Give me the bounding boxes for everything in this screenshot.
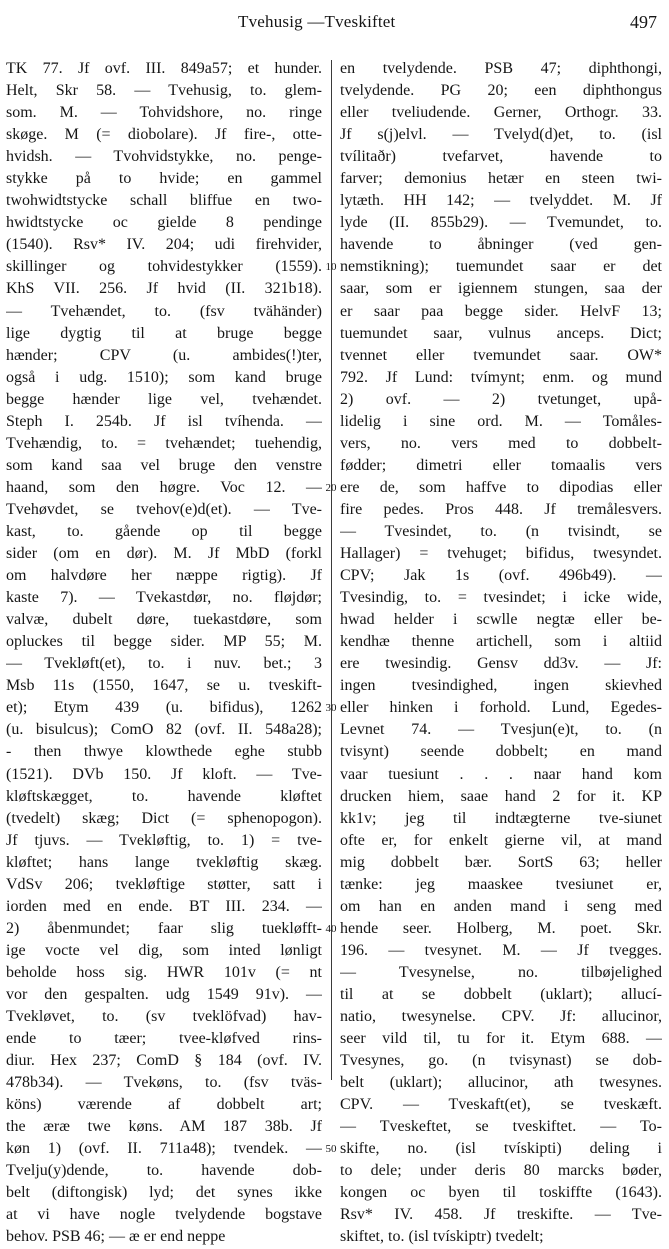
text-line: ere twesindig. Gensv dd3v. — Jf: <box>340 655 662 673</box>
text-line: hwad helder i scwlle negtæ eller be- <box>340 611 662 629</box>
text-line: VdSv 206; tvekløftige støtter, satt i <box>6 875 322 893</box>
text-line: (1521). DVb 150. Jf kloft. — Tve- <box>6 765 322 783</box>
text-line: belt (uklart); allucinor, ath twesynes. <box>340 1074 662 1092</box>
text-line: kk1v; jeg til indtægterne tve-siunet <box>340 809 662 827</box>
text-line: haand, som den høgre. Voc 12. — <box>6 478 322 496</box>
text-line: fødder; dimetri eller tomaalis vers <box>340 456 662 474</box>
text-line: 478b34). — Tvekøns, to. (fsv tväs- <box>6 1074 322 1092</box>
text-line: Tvesynes, go. (n tvisynast) se dob- <box>340 1052 662 1070</box>
left-column <box>6 58 322 1249</box>
text-line: Levnet 74. — Tvesjun(e)t, to. (n <box>340 721 662 739</box>
text-line: tvisynt) seende dobbelt; en mand <box>340 743 662 761</box>
text-line: om halvdøre her næppe rigtig). Jf <box>6 567 322 585</box>
text-line: lytæth. HH 142; — tvelyddet. M. Jf <box>340 192 662 210</box>
text-line: CPV. — Tveskaft(et), se tveskæft. <box>340 1096 662 1114</box>
text-line: Tvesindig, to. = tvesindet; i icke wide, <box>340 589 662 607</box>
text-line: tvennet eller tvemundet saar. OW* <box>340 346 662 364</box>
text-line: farver; demonius hetær en steen twi- <box>340 170 662 188</box>
text-line: ige vocte vel dig, som inted lønligt <box>6 941 322 959</box>
text-line: havende to åbninger (ved gen- <box>340 236 662 254</box>
text-line: skifte, no. (isl tvískipti) deling i <box>340 1140 662 1158</box>
text-line: kløftskægget, to. havende kløftet <box>6 787 322 805</box>
running-head <box>0 12 669 36</box>
text-line: Steph I. 254b. Jf isl tvíhenda. — <box>6 412 322 430</box>
text-line: mig dobbelt bær. SortS 63; heller <box>340 853 662 871</box>
text-line: 2) åbenmundet; faar slig tuekløfft- <box>6 919 322 937</box>
text-line: köns) værende af dobbelt art; <box>6 1096 322 1114</box>
text-line: Helt, Skr 58. — Tvehusig, to. glem- <box>6 82 322 100</box>
text-line: til at se dobbelt (uklart); allucí- <box>340 985 662 1003</box>
text-line: Tvehændig, to. = tvehændet; tuehendig, <box>6 434 322 452</box>
text-line: Hallager) = tvehuget; bifidus, twesyndet. <box>340 545 662 563</box>
text-line: om han en anden mand i seng med <box>340 897 662 915</box>
text-line: tvílitaðr) tvefarvet, havende to <box>340 148 662 166</box>
text-line: tænke: jeg maaskee tvesiunet er, <box>340 875 662 893</box>
text-line: (tvedelt) skæg; Dict (= sphenopogon). <box>6 809 322 827</box>
line-number-marker: 10 <box>325 261 337 274</box>
text-line: Tvehøvdet, se tvehov(e)d(et). — Tve- <box>6 500 322 518</box>
text-line: ofte er, for enkelt gierne vil, at mand <box>340 831 662 849</box>
text-line: kendhæ thenne artichell, som i altiid <box>340 633 662 651</box>
text-line: hvidsh. — Tvohvidstykke, no. penge- <box>6 148 322 166</box>
text-line: — Tvekløft(et), to. i nuv. bet.; 3 <box>6 655 322 673</box>
text-line: belt (diftongisk) lyd; det synes ikke <box>6 1184 322 1202</box>
line-number-marker: 20 <box>325 481 337 494</box>
text-line: at vi have nogle tvelydende bogstave <box>6 1206 322 1224</box>
text-line: — Tvesynelse, no. tilbøjelighed <box>340 963 662 981</box>
text-line: tuemundet saar, vulnus anceps. Dict; <box>340 324 662 342</box>
text-line: Tvekløvet, to. (sv tveklöfvad) hav- <box>6 1008 322 1026</box>
text-line: TK 77. Jf ovf. III. 849a57; et hunder. <box>6 60 322 77</box>
text-line: hende seer. Holberg, M. poet. Skr. <box>340 919 662 937</box>
text-line: eller hinken i forhold. Lund, Egedes- <box>340 699 662 717</box>
text-line: også i udg. 1510); som kand bruge <box>6 368 322 386</box>
text-line: kaste 7). — Tvekastdør, no. fløjdør; <box>6 589 322 607</box>
text-line: — Tvehændet, to. (fsv tvähänder) <box>6 302 322 320</box>
text-line: kast, to. gående op til begge <box>6 522 322 540</box>
text-line: en tvelydende. PSB 47; diphthongi, <box>340 60 662 77</box>
text-line: twohwidtstycke schall bliffue en two- <box>6 192 322 210</box>
text-line: sider (om en dør). M. Jf MbD (forkl <box>6 545 322 563</box>
text-line: nemstikning); tuemundet saar er det <box>340 258 662 276</box>
text-line: - then thwye klowthede eghe stubb <box>6 743 322 761</box>
text-line: valvæ, dubelt døre, tuekastdøre, som <box>6 611 322 629</box>
running-title: Tvehusig —Tveskiftet <box>238 12 396 31</box>
text-line: 196. — tvesynet. M. — Jf tvegges. <box>340 941 662 959</box>
text-line: Jf tjuvs. — Tvekløftig, to. 1) = tve- <box>6 831 322 849</box>
text-line: lige dygtig til at bruge begge <box>6 324 322 342</box>
text-line: Msb 11s (1550, 1647, se u. tveskift- <box>6 677 322 695</box>
text-line: hænder; CPV (u. ambides(!)ter, <box>6 346 322 364</box>
text-line: saar, som er igiennem stungen, saa der <box>340 280 662 298</box>
text-line: begge hænder lige vel, tvehændet. <box>6 390 322 408</box>
text-line: 2) ovf. — 2) tvetunget, upå- <box>340 390 662 408</box>
text-line: behov. PSB 46; — æ er end neppe <box>6 1228 226 1246</box>
text-line: — Tveskeftet, se tveskiftet. — To- <box>340 1118 662 1136</box>
text-line: vor den gespalten. udg 1549 91v). — <box>6 985 322 1003</box>
line-number-marker: 30 <box>325 702 337 715</box>
text-line: lidelig i sine ord. M. — Tomåles- <box>340 412 662 430</box>
text-line: to dele; under deris 80 marcks bøder, <box>340 1162 662 1180</box>
text-line: KhS VII. 256. Jf hvid (II. 321b18). <box>6 280 322 298</box>
text-line: Rsv* IV. 458. Jf treskifte. — Tve- <box>340 1206 662 1224</box>
text-line: (1540). Rsv* IV. 204; udi firehvider, <box>6 236 322 254</box>
line-number-marker: 40 <box>325 922 337 935</box>
text-line: natio, twesynelse. CPV. Jf: allucinor, <box>340 1008 662 1026</box>
text-line: kongen oc byen til toskiffte (1643). <box>340 1184 662 1202</box>
text-line: skillinger og tohvidestykker (1559). <box>6 258 322 276</box>
text-line: diur. Hex 237; ComD § 184 (ovf. IV. <box>6 1052 322 1070</box>
text-line: ere de, som haffve to dipodias eller <box>340 478 662 496</box>
text-line: tvelydende. PG 20; een diphthongus <box>340 82 662 100</box>
line-number-marker: 50 <box>325 1143 337 1156</box>
text-line: skøge. M (= diobolare). Jf fire-, otte- <box>6 126 322 144</box>
text-line: vers, no. vers med to dobbelt- <box>340 434 662 452</box>
right-column <box>340 58 662 1249</box>
text-line: (u. bisulcus); ComO 82 (ovf. II. 548a28); <box>6 721 322 739</box>
text-line: lyde (II. 855b29). — Tvemundet, to. <box>340 214 662 232</box>
text-line: ende to tæer; tvee-kløfved rins- <box>6 1030 322 1048</box>
page-number: 497 <box>630 12 657 32</box>
text-line: opluckes til begge sider. MP 55; M. <box>6 633 322 651</box>
text-line: 792. Jf Lund: tvímynt; enm. og mund <box>340 368 662 386</box>
text-line: eller tveliudende. Gerner, Orthogr. 33. <box>340 104 662 122</box>
text-line: som. M. — Tohvidshore, no. ringe <box>6 104 322 122</box>
text-line: vaar tuesiunt . . . naar hand kom <box>340 765 662 783</box>
text-line: drucken hiem, saae hand 2 for it. KP <box>340 787 662 805</box>
text-line: hwidtstycke oc gielde 8 pendinge <box>6 214 322 232</box>
text-line: the æræ twe køns. AM 187 38b. Jf <box>6 1118 322 1136</box>
text-line: CPV; Jak 1s (ovf. 496b49). — <box>340 567 662 585</box>
text-line: iorden med en ende. BT III. 234. — <box>6 897 322 915</box>
text-line: er saar paa begge sider. HelvF 13; <box>340 302 662 320</box>
text-line: køn 1) (ovf. II. 711a48); tvendek. — <box>6 1140 322 1158</box>
text-line: Jf s(j)elvl. — Tvelyd(d)et, to. (isl <box>340 126 662 144</box>
text-line: ingen tvesindighed, ingen skievhed <box>340 677 662 695</box>
text-line: seer vild til, tu for it. Etym 688. — <box>340 1030 662 1048</box>
text-line: skiftet, to. (isl tvískiptr) tvedelt; <box>340 1228 544 1246</box>
text-line: kløftet; hans lange tvekløftig skæg. <box>6 853 322 871</box>
text-line: stykke på to hvide; en gammel <box>6 170 322 188</box>
text-line: Tvelju(y)dende, to. havende dob- <box>6 1162 322 1180</box>
text-line: beholde hoss sig. HWR 101v (= nt <box>6 963 322 981</box>
text-line: fire pedes. Pros 448. Jf tremålesvers. <box>340 500 662 518</box>
text-line: — Tvesindet, to. (n tvisindt, se <box>340 522 662 540</box>
text-line: et); Etym 439 (u. bifidus), 1262 <box>6 699 322 717</box>
text-line: som kand saa vel bruge den venstre <box>6 456 322 474</box>
